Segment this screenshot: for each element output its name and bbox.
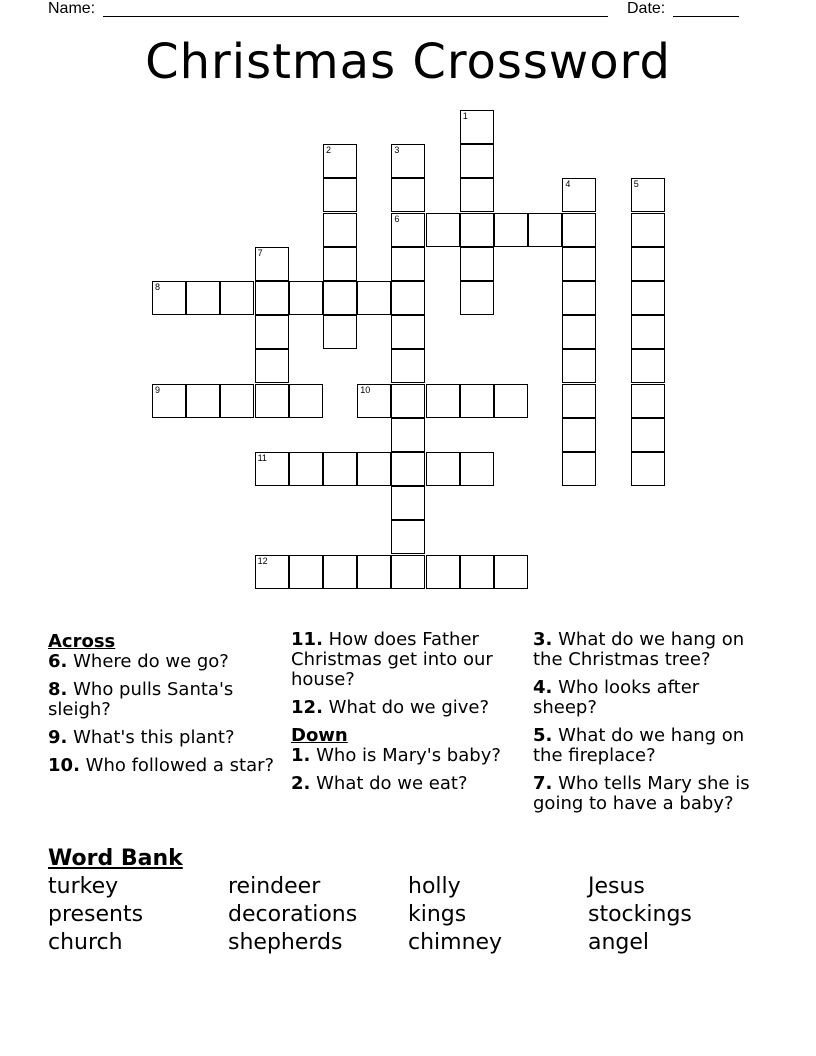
crossword-cell[interactable] <box>289 384 323 418</box>
clue-across-12: 12. What do we give? <box>291 697 490 718</box>
word-bank-item: stockings <box>588 902 692 927</box>
crossword-cell[interactable] <box>391 144 425 178</box>
crossword-cell[interactable] <box>323 315 357 349</box>
crossword-cell[interactable] <box>562 418 596 452</box>
clue-number: 8 <box>155 282 161 292</box>
crossword-cell[interactable] <box>631 213 665 247</box>
date-label: Date: <box>627 0 666 17</box>
clue-number: 6 <box>394 213 400 224</box>
word-bank-column-2 <box>228 873 357 957</box>
crossword-cell[interactable] <box>323 452 357 486</box>
crossword-cell[interactable] <box>323 178 357 212</box>
word-bank-item: chimney <box>408 930 503 955</box>
word-bank-item: Jesus <box>588 874 645 899</box>
crossword-cell[interactable] <box>494 213 528 247</box>
crossword-cell[interactable] <box>562 178 596 212</box>
crossword-cell[interactable] <box>460 281 494 315</box>
word-bank-item: decorations <box>228 902 358 927</box>
crossword-cell[interactable] <box>220 281 254 315</box>
clue-number: 5 <box>633 179 639 190</box>
crossword-cell[interactable] <box>460 247 494 281</box>
clue-number: 3 <box>394 145 400 156</box>
word-bank-item: church <box>48 930 123 955</box>
name-label: Name: <box>48 0 96 17</box>
crossword-cell[interactable] <box>152 384 186 418</box>
crossword-cell[interactable] <box>255 247 289 281</box>
clue-number: 12 <box>257 555 268 566</box>
crossword-cell[interactable] <box>460 555 494 589</box>
crossword-cell[interactable] <box>460 110 494 144</box>
crossword-cell[interactable] <box>255 281 289 315</box>
word-bank-item: shepherds <box>228 930 343 955</box>
crossword-cell[interactable] <box>323 213 357 247</box>
crossword-cell[interactable] <box>631 349 665 383</box>
crossword-cell[interactable] <box>255 384 289 418</box>
crossword-cell[interactable] <box>255 349 289 383</box>
clue-number: 10 <box>360 384 371 395</box>
crossword-cell[interactable] <box>562 384 596 418</box>
crossword-cell[interactable] <box>391 349 425 383</box>
crossword-cell[interactable] <box>255 452 289 486</box>
across-heading: Across <box>48 631 116 652</box>
crossword-cell[interactable] <box>391 281 425 315</box>
crossword-cell[interactable] <box>289 555 323 589</box>
crossword-cell[interactable] <box>426 555 460 589</box>
clue-across-10: 10. Who followed a star? <box>48 755 275 776</box>
clue-down-2: 2. What do we eat? <box>291 773 468 794</box>
clue-number: 7 <box>257 247 263 258</box>
crossword-cell[interactable] <box>562 315 596 349</box>
crossword-cell[interactable] <box>391 555 425 589</box>
crossword-cell[interactable] <box>357 384 391 418</box>
crossword-cell[interactable] <box>289 452 323 486</box>
clue-across-9: 9. What's this plant? <box>48 727 235 748</box>
crossword-cell[interactable] <box>460 452 494 486</box>
crossword-cell[interactable] <box>289 281 323 315</box>
crossword-cell[interactable] <box>255 315 289 349</box>
crossword-cell[interactable] <box>391 486 425 520</box>
word-bank-item: kings <box>408 902 467 927</box>
crossword-cell[interactable] <box>460 144 494 178</box>
clue-down-5: 5. What do we hang on the fireplace? <box>533 725 745 766</box>
clue-number: 1 <box>462 111 468 121</box>
crossword-cell[interactable] <box>426 213 460 247</box>
clue-down-1: 1. Who is Mary's baby? <box>291 745 501 766</box>
word-bank-column-1 <box>48 873 143 957</box>
crossword-cell[interactable] <box>323 144 357 178</box>
crossword-cell[interactable] <box>152 281 186 315</box>
crossword-cell[interactable] <box>631 452 665 486</box>
crossword-cell[interactable] <box>460 178 494 212</box>
crossword-cell[interactable] <box>391 178 425 212</box>
clue-across-11: 11. How does Father Christmas get into our house? <box>291 629 493 690</box>
crossword-cell[interactable] <box>357 281 391 315</box>
clue-down-7: 7. Who tells Mary she is going to have a baby? <box>533 773 750 814</box>
crossword-cell[interactable] <box>494 384 528 418</box>
crossword-cell[interactable] <box>631 247 665 281</box>
crossword-cell[interactable] <box>631 281 665 315</box>
word-bank-title: Word Bank <box>48 846 183 871</box>
word-bank-item: holly <box>408 874 461 899</box>
clue-number: 4 <box>565 179 571 190</box>
crossword-cell[interactable] <box>323 247 357 281</box>
word-bank-item: reindeer <box>228 874 321 899</box>
clues-column-3 <box>533 630 758 822</box>
crossword-cell[interactable] <box>631 315 665 349</box>
crossword-cell[interactable] <box>391 213 425 247</box>
word-bank-column-4 <box>588 873 692 957</box>
word-bank-item: presents <box>48 902 144 927</box>
word-bank-column-3 <box>408 873 502 957</box>
crossword-cell[interactable] <box>323 555 357 589</box>
crossword-cell[interactable] <box>391 247 425 281</box>
crossword-cell[interactable] <box>391 315 425 349</box>
crossword-cell[interactable] <box>562 452 596 486</box>
crossword-cell[interactable] <box>391 520 425 554</box>
clue-across-6: 6. Where do we go? <box>48 651 229 672</box>
crossword-cell[interactable] <box>631 178 665 212</box>
crossword-cell[interactable] <box>186 281 220 315</box>
clue-down-3: 3. What do we hang on the Christmas tree? <box>533 629 745 670</box>
clues-column-1 <box>48 628 278 784</box>
clue-down-4: 4. Who looks after sheep? <box>533 677 700 718</box>
crossword-cell[interactable] <box>562 281 596 315</box>
crossword-cell[interactable] <box>460 384 494 418</box>
crossword-cell[interactable] <box>391 452 425 486</box>
crossword-cell[interactable] <box>426 384 460 418</box>
crossword-cell[interactable] <box>323 281 357 315</box>
crossword-cell[interactable] <box>357 555 391 589</box>
crossword-cell[interactable] <box>357 452 391 486</box>
crossword-cell[interactable] <box>460 213 494 247</box>
clues-column-2 <box>291 630 506 802</box>
crossword-cell[interactable] <box>186 384 220 418</box>
crossword-cell[interactable] <box>391 418 425 452</box>
crossword-cell[interactable] <box>562 213 596 247</box>
crossword-cell[interactable] <box>631 418 665 452</box>
crossword-cell[interactable] <box>391 384 425 418</box>
clue-number: 2 <box>326 145 332 156</box>
down-heading: Down <box>291 725 348 746</box>
word-bank-item: angel <box>588 930 650 955</box>
crossword-cell[interactable] <box>528 213 562 247</box>
crossword-cell[interactable] <box>494 555 528 589</box>
word-bank-item: turkey <box>48 874 119 899</box>
crossword-cell[interactable] <box>631 384 665 418</box>
crossword-cell[interactable] <box>220 384 254 418</box>
crossword-cell[interactable] <box>255 555 289 589</box>
crossword-cell[interactable] <box>562 247 596 281</box>
clue-across-8: 8. Who pulls Santa's sleigh? <box>48 679 234 720</box>
clue-number: 11 <box>257 453 267 463</box>
crossword-cell[interactable] <box>562 349 596 383</box>
clue-number: 9 <box>155 384 161 395</box>
crossword-cell[interactable] <box>426 452 460 486</box>
page-title: Christmas Crossword <box>145 34 671 90</box>
